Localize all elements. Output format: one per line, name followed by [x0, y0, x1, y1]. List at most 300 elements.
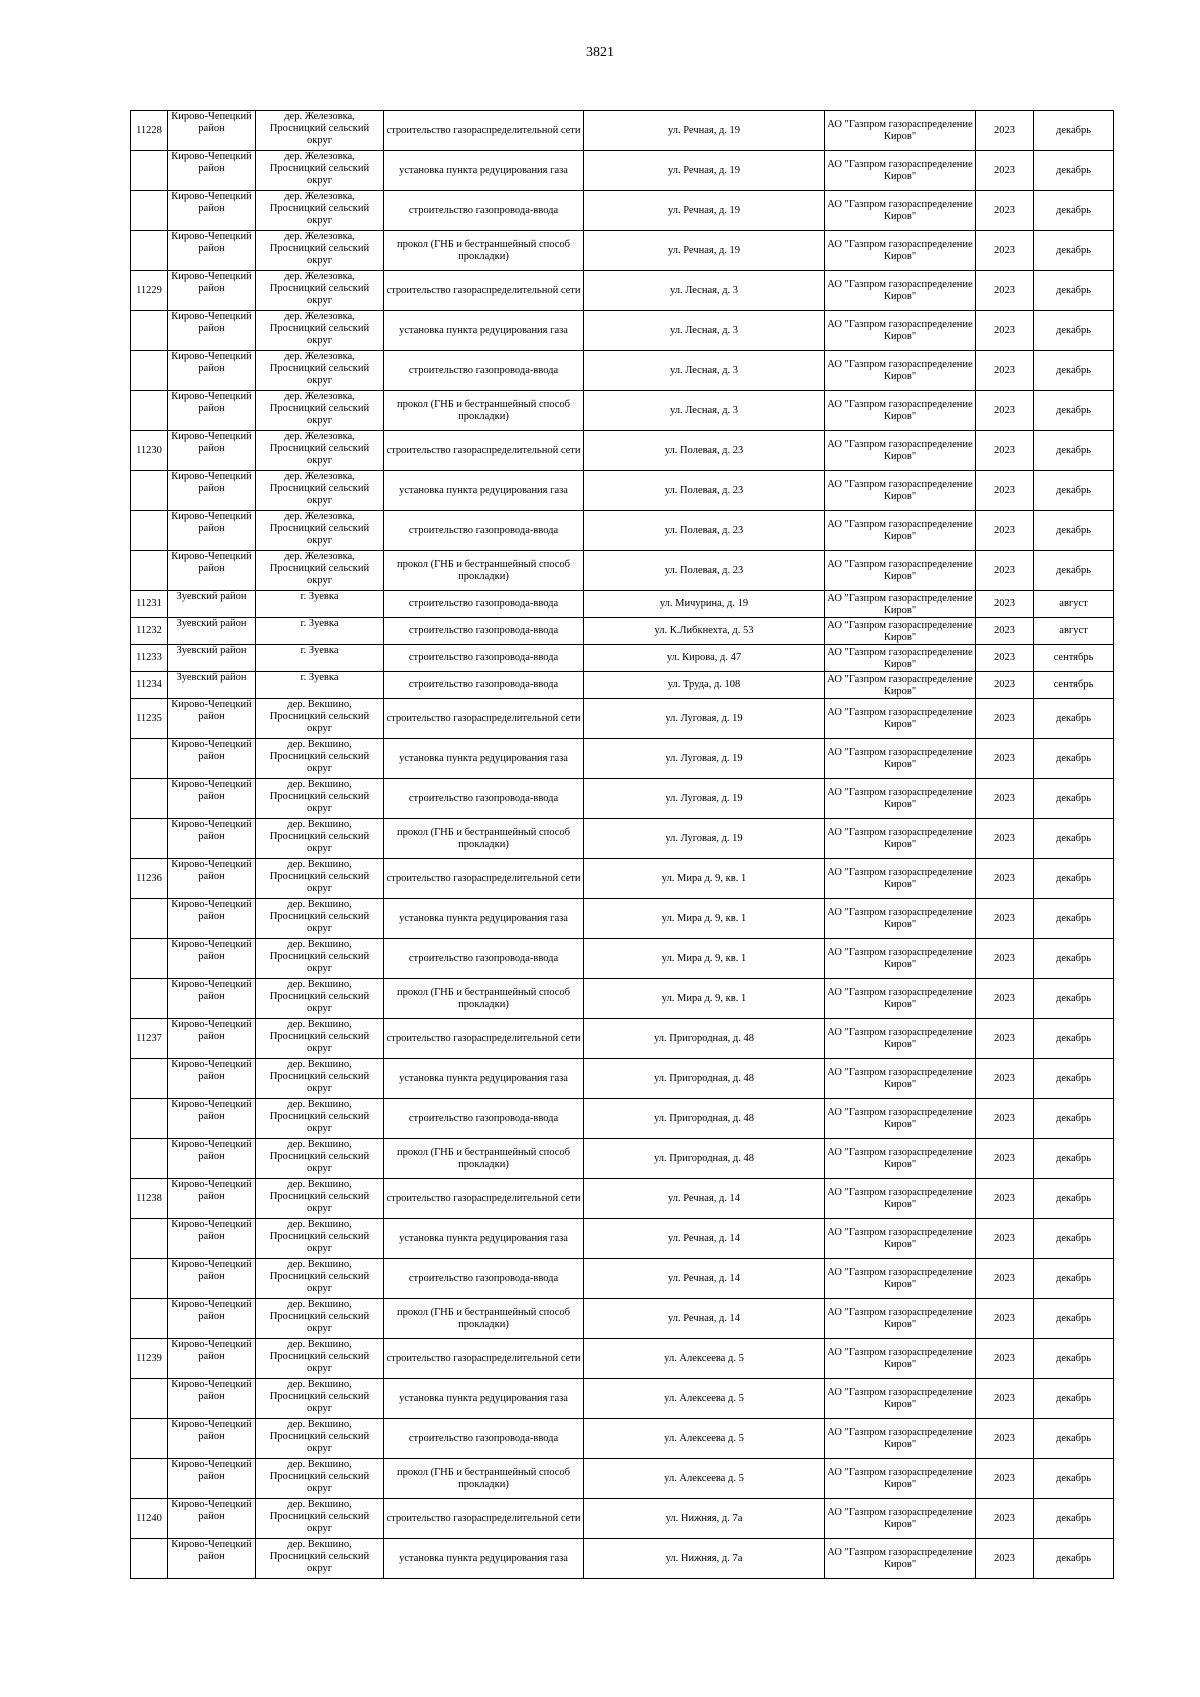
row-number	[131, 551, 168, 591]
row-number: 11233	[131, 645, 168, 672]
settlement-cell: г. Зуевка	[256, 672, 384, 699]
row-number: 11235	[131, 699, 168, 739]
registry-table-body	[131, 111, 1114, 1579]
work-type-cell: строительство газораспределительной сети	[384, 271, 584, 311]
work-type-cell: строительство газопровода-ввода	[384, 645, 584, 672]
address-cell: ул. Речная, д. 19	[584, 231, 825, 271]
year-cell: 2023	[976, 231, 1034, 271]
district-cell: Кирово-Чепецкий район	[168, 1459, 256, 1499]
row-number: 11230	[131, 431, 168, 471]
executor-cell: АО "Газпром газораспределение Киров"	[825, 859, 976, 899]
settlement-cell: дер. Железовка, Просницкий сельский округ	[256, 151, 384, 191]
district-cell: Кирово-Чепецкий район	[168, 859, 256, 899]
settlement-cell: дер. Векшино, Просницкий сельский округ	[256, 1499, 384, 1539]
executor-cell: АО "Газпром газораспределение Киров"	[825, 591, 976, 618]
year-cell: 2023	[976, 1019, 1034, 1059]
settlement-cell: дер. Железовка, Просницкий сельский округ	[256, 111, 384, 151]
executor-cell: АО "Газпром газораспределение Киров"	[825, 431, 976, 471]
address-cell: ул. Лесная, д. 3	[584, 391, 825, 431]
district-cell: Кирово-Чепецкий район	[168, 779, 256, 819]
work-type-cell: прокол (ГНБ и бестраншейный способ прокладки)	[384, 979, 584, 1019]
executor-cell: АО "Газпром газораспределение Киров"	[825, 1259, 976, 1299]
year-cell: 2023	[976, 939, 1034, 979]
settlement-cell: дер. Векшино, Просницкий сельский округ	[256, 859, 384, 899]
address-cell: ул. Речная, д. 14	[584, 1299, 825, 1339]
district-cell: Кирово-Чепецкий район	[168, 111, 256, 151]
month-cell: декабрь	[1034, 1379, 1114, 1419]
district-cell: Кирово-Чепецкий район	[168, 431, 256, 471]
address-cell: ул. Мира д. 9, кв. 1	[584, 859, 825, 899]
table-row	[131, 672, 1114, 699]
executor-cell: АО "Газпром газораспределение Киров"	[825, 1059, 976, 1099]
address-cell: ул. Лесная, д. 3	[584, 311, 825, 351]
work-type-cell: строительство газопровода-ввода	[384, 939, 584, 979]
settlement-cell: дер. Векшино, Просницкий сельский округ	[256, 1339, 384, 1379]
table-row	[131, 391, 1114, 431]
year-cell: 2023	[976, 151, 1034, 191]
row-number	[131, 1099, 168, 1139]
year-cell: 2023	[976, 271, 1034, 311]
row-number	[131, 739, 168, 779]
month-cell: декабрь	[1034, 1299, 1114, 1339]
table-row	[131, 231, 1114, 271]
month-cell: декабрь	[1034, 351, 1114, 391]
executor-cell: АО "Газпром газораспределение Киров"	[825, 1459, 976, 1499]
executor-cell: АО "Газпром газораспределение Киров"	[825, 1379, 976, 1419]
work-type-cell: прокол (ГНБ и бестраншейный способ прокладки)	[384, 1139, 584, 1179]
month-cell: декабрь	[1034, 431, 1114, 471]
row-number	[131, 311, 168, 351]
year-cell: 2023	[976, 591, 1034, 618]
address-cell: ул. Полевая, д. 23	[584, 551, 825, 591]
district-cell: Зуевский район	[168, 591, 256, 618]
address-cell: ул. Алексеева д. 5	[584, 1419, 825, 1459]
settlement-cell: дер. Железовка, Просницкий сельский округ	[256, 431, 384, 471]
settlement-cell: дер. Векшино, Просницкий сельский округ	[256, 939, 384, 979]
row-number	[131, 1459, 168, 1499]
district-cell: Кирово-Чепецкий район	[168, 1539, 256, 1579]
settlement-cell: дер. Векшино, Просницкий сельский округ	[256, 1459, 384, 1499]
year-cell: 2023	[976, 471, 1034, 511]
month-cell: декабрь	[1034, 1339, 1114, 1379]
year-cell: 2023	[976, 1419, 1034, 1459]
month-cell: декабрь	[1034, 551, 1114, 591]
month-cell: декабрь	[1034, 1059, 1114, 1099]
row-number	[131, 151, 168, 191]
year-cell: 2023	[976, 1059, 1034, 1099]
work-type-cell: прокол (ГНБ и бестраншейный способ прокладки)	[384, 391, 584, 431]
district-cell: Кирово-Чепецкий район	[168, 819, 256, 859]
settlement-cell: дер. Векшино, Просницкий сельский округ	[256, 1539, 384, 1579]
month-cell: декабрь	[1034, 1459, 1114, 1499]
work-type-cell: установка пункта редуцирования газа	[384, 739, 584, 779]
executor-cell: АО "Газпром газораспределение Киров"	[825, 1219, 976, 1259]
settlement-cell: дер. Векшино, Просницкий сельский округ	[256, 1419, 384, 1459]
month-cell: декабрь	[1034, 391, 1114, 431]
district-cell: Кирово-Чепецкий район	[168, 311, 256, 351]
month-cell: декабрь	[1034, 111, 1114, 151]
row-number	[131, 511, 168, 551]
work-type-cell: строительство газопровода-ввода	[384, 1259, 584, 1299]
year-cell: 2023	[976, 899, 1034, 939]
address-cell: ул. Луговая, д. 19	[584, 819, 825, 859]
row-number: 11240	[131, 1499, 168, 1539]
settlement-cell: дер. Векшино, Просницкий сельский округ	[256, 1379, 384, 1419]
row-number	[131, 1259, 168, 1299]
table-row	[131, 1259, 1114, 1299]
month-cell: декабрь	[1034, 191, 1114, 231]
year-cell: 2023	[976, 645, 1034, 672]
work-type-cell: строительство газораспределительной сети	[384, 1019, 584, 1059]
work-type-cell: строительство газораспределительной сети	[384, 699, 584, 739]
table-row	[131, 311, 1114, 351]
settlement-cell: дер. Векшино, Просницкий сельский округ	[256, 779, 384, 819]
address-cell: ул. Пригородная, д. 48	[584, 1139, 825, 1179]
executor-cell: АО "Газпром газораспределение Киров"	[825, 819, 976, 859]
year-cell: 2023	[976, 351, 1034, 391]
row-number	[131, 979, 168, 1019]
page-number: 3821	[586, 45, 614, 60]
table-row	[131, 591, 1114, 618]
work-type-cell: строительство газопровода-ввода	[384, 511, 584, 551]
executor-cell: АО "Газпром газораспределение Киров"	[825, 311, 976, 351]
executor-cell: АО "Газпром газораспределение Киров"	[825, 645, 976, 672]
executor-cell: АО "Газпром газораспределение Киров"	[825, 471, 976, 511]
address-cell: ул. Труда, д. 108	[584, 672, 825, 699]
executor-cell: АО "Газпром газораспределение Киров"	[825, 111, 976, 151]
settlement-cell: дер. Векшино, Просницкий сельский округ	[256, 899, 384, 939]
district-cell: Кирово-Чепецкий район	[168, 351, 256, 391]
table-row	[131, 1059, 1114, 1099]
month-cell: декабрь	[1034, 511, 1114, 551]
executor-cell: АО "Газпром газораспределение Киров"	[825, 151, 976, 191]
row-number	[131, 1139, 168, 1179]
district-cell: Кирово-Чепецкий район	[168, 739, 256, 779]
year-cell: 2023	[976, 1499, 1034, 1539]
year-cell: 2023	[976, 1339, 1034, 1379]
executor-cell: АО "Газпром газораспределение Киров"	[825, 271, 976, 311]
district-cell: Кирово-Чепецкий район	[168, 471, 256, 511]
row-number: 11237	[131, 1019, 168, 1059]
work-type-cell: прокол (ГНБ и бестраншейный способ прокладки)	[384, 231, 584, 271]
row-number	[131, 899, 168, 939]
address-cell: ул. Речная, д. 19	[584, 111, 825, 151]
address-cell: ул. Алексеева д. 5	[584, 1379, 825, 1419]
year-cell: 2023	[976, 391, 1034, 431]
table-row	[131, 471, 1114, 511]
table-row	[131, 1299, 1114, 1339]
month-cell: декабрь	[1034, 231, 1114, 271]
address-cell: ул. Пригородная, д. 48	[584, 1099, 825, 1139]
work-type-cell: строительство газораспределительной сети	[384, 859, 584, 899]
work-type-cell: установка пункта редуцирования газа	[384, 1379, 584, 1419]
address-cell: ул. Полевая, д. 23	[584, 511, 825, 551]
year-cell: 2023	[976, 1259, 1034, 1299]
work-type-cell: прокол (ГНБ и бестраншейный способ прокладки)	[384, 1299, 584, 1339]
work-type-cell: строительство газораспределительной сети	[384, 431, 584, 471]
row-number: 11228	[131, 111, 168, 151]
year-cell: 2023	[976, 1139, 1034, 1179]
year-cell: 2023	[976, 1379, 1034, 1419]
district-cell: Кирово-Чепецкий район	[168, 391, 256, 431]
settlement-cell: дер. Векшино, Просницкий сельский округ	[256, 1219, 384, 1259]
year-cell: 2023	[976, 1219, 1034, 1259]
year-cell: 2023	[976, 1539, 1034, 1579]
district-cell: Зуевский район	[168, 618, 256, 645]
year-cell: 2023	[976, 431, 1034, 471]
month-cell: декабрь	[1034, 739, 1114, 779]
work-type-cell: строительство газораспределительной сети	[384, 111, 584, 151]
year-cell: 2023	[976, 1099, 1034, 1139]
row-number	[131, 1419, 168, 1459]
executor-cell: АО "Газпром газораспределение Киров"	[825, 618, 976, 645]
month-cell: август	[1034, 618, 1114, 645]
address-cell: ул. Речная, д. 19	[584, 151, 825, 191]
settlement-cell: г. Зуевка	[256, 645, 384, 672]
executor-cell: АО "Газпром газораспределение Киров"	[825, 1419, 976, 1459]
address-cell: ул. Полевая, д. 23	[584, 471, 825, 511]
settlement-cell: дер. Железовка, Просницкий сельский округ	[256, 311, 384, 351]
district-cell: Кирово-Чепецкий район	[168, 939, 256, 979]
work-type-cell: строительство газораспределительной сети	[384, 1499, 584, 1539]
executor-cell: АО "Газпром газораспределение Киров"	[825, 551, 976, 591]
table-row	[131, 1499, 1114, 1539]
table-row	[131, 1339, 1114, 1379]
row-number	[131, 471, 168, 511]
work-type-cell: установка пункта редуцирования газа	[384, 1539, 584, 1579]
row-number	[131, 191, 168, 231]
address-cell: ул. Мира д. 9, кв. 1	[584, 979, 825, 1019]
work-type-cell: строительство газораспределительной сети	[384, 1339, 584, 1379]
address-cell: ул. Мира д. 9, кв. 1	[584, 939, 825, 979]
row-number: 11231	[131, 591, 168, 618]
settlement-cell: дер. Железовка, Просницкий сельский округ	[256, 511, 384, 551]
address-cell: ул. К.Либкнехта, д. 53	[584, 618, 825, 645]
address-cell: ул. Пригородная, д. 48	[584, 1019, 825, 1059]
table-row	[131, 1139, 1114, 1179]
work-type-cell: прокол (ГНБ и бестраншейный способ прокладки)	[384, 819, 584, 859]
year-cell: 2023	[976, 699, 1034, 739]
district-cell: Кирово-Чепецкий район	[168, 1499, 256, 1539]
table-row	[131, 111, 1114, 151]
table-row	[131, 351, 1114, 391]
table-row	[131, 511, 1114, 551]
district-cell: Кирово-Чепецкий район	[168, 1339, 256, 1379]
table-row	[131, 859, 1114, 899]
row-number: 11234	[131, 672, 168, 699]
work-type-cell: строительство газопровода-ввода	[384, 1099, 584, 1139]
executor-cell: АО "Газпром газораспределение Киров"	[825, 1139, 976, 1179]
district-cell: Кирово-Чепецкий район	[168, 1299, 256, 1339]
district-cell: Кирово-Чепецкий район	[168, 1419, 256, 1459]
year-cell: 2023	[976, 111, 1034, 151]
executor-cell: АО "Газпром газораспределение Киров"	[825, 1299, 976, 1339]
row-number	[131, 1379, 168, 1419]
settlement-cell: дер. Векшино, Просницкий сельский округ	[256, 699, 384, 739]
district-cell: Кирово-Чепецкий район	[168, 271, 256, 311]
month-cell: декабрь	[1034, 1419, 1114, 1459]
year-cell: 2023	[976, 1459, 1034, 1499]
settlement-cell: дер. Железовка, Просницкий сельский округ	[256, 391, 384, 431]
month-cell: декабрь	[1034, 1259, 1114, 1299]
work-type-cell: установка пункта редуцирования газа	[384, 1059, 584, 1099]
executor-cell: АО "Газпром газораспределение Киров"	[825, 1099, 976, 1139]
settlement-cell: дер. Векшино, Просницкий сельский округ	[256, 1059, 384, 1099]
address-cell: ул. Луговая, д. 19	[584, 779, 825, 819]
row-number: 11239	[131, 1339, 168, 1379]
district-cell: Кирово-Чепецкий район	[168, 899, 256, 939]
month-cell: декабрь	[1034, 1499, 1114, 1539]
month-cell: декабрь	[1034, 819, 1114, 859]
table-row	[131, 779, 1114, 819]
district-cell: Кирово-Чепецкий район	[168, 1099, 256, 1139]
year-cell: 2023	[976, 511, 1034, 551]
work-type-cell: прокол (ГНБ и бестраншейный способ прокладки)	[384, 1459, 584, 1499]
year-cell: 2023	[976, 551, 1034, 591]
settlement-cell: г. Зуевка	[256, 618, 384, 645]
table-row	[131, 271, 1114, 311]
table-row	[131, 1459, 1114, 1499]
month-cell: декабрь	[1034, 979, 1114, 1019]
district-cell: Кирово-Чепецкий район	[168, 551, 256, 591]
address-cell: ул. Нижняя, д. 7а	[584, 1539, 825, 1579]
work-type-cell: строительство газопровода-ввода	[384, 1419, 584, 1459]
district-cell: Кирово-Чепецкий район	[168, 699, 256, 739]
address-cell: ул. Луговая, д. 19	[584, 739, 825, 779]
address-cell: ул. Речная, д. 19	[584, 191, 825, 231]
year-cell: 2023	[976, 1299, 1034, 1339]
address-cell: ул. Луговая, д. 19	[584, 699, 825, 739]
executor-cell: АО "Газпром газораспределение Киров"	[825, 939, 976, 979]
settlement-cell: дер. Железовка, Просницкий сельский округ	[256, 271, 384, 311]
work-type-cell: установка пункта редуцирования газа	[384, 471, 584, 511]
table-row	[131, 618, 1114, 645]
table-row	[131, 1019, 1114, 1059]
table-row	[131, 699, 1114, 739]
table-row	[131, 1179, 1114, 1219]
address-cell: ул. Полевая, д. 23	[584, 431, 825, 471]
district-cell: Кирово-Чепецкий район	[168, 1179, 256, 1219]
work-type-cell: строительство газопровода-ввода	[384, 618, 584, 645]
settlement-cell: дер. Векшино, Просницкий сельский округ	[256, 1139, 384, 1179]
address-cell: ул. Алексеева д. 5	[584, 1459, 825, 1499]
address-cell: ул. Лесная, д. 3	[584, 271, 825, 311]
row-number	[131, 779, 168, 819]
executor-cell: АО "Газпром газораспределение Киров"	[825, 739, 976, 779]
work-type-cell: строительство газопровода-ввода	[384, 779, 584, 819]
table-row	[131, 979, 1114, 1019]
address-cell: ул. Нижняя, д. 7а	[584, 1499, 825, 1539]
table-row	[131, 1419, 1114, 1459]
address-cell: ул. Лесная, д. 3	[584, 351, 825, 391]
address-cell: ул. Кирова, д. 47	[584, 645, 825, 672]
address-cell: ул. Пригородная, д. 48	[584, 1059, 825, 1099]
table-row	[131, 739, 1114, 779]
month-cell: декабрь	[1034, 899, 1114, 939]
work-type-cell: строительство газопровода-ввода	[384, 191, 584, 231]
district-cell: Кирово-Чепецкий район	[168, 511, 256, 551]
district-cell: Зуевский район	[168, 672, 256, 699]
month-cell: декабрь	[1034, 1019, 1114, 1059]
address-cell: ул. Мичурина, д. 19	[584, 591, 825, 618]
table-row	[131, 191, 1114, 231]
address-cell: ул. Алексеева д. 5	[584, 1339, 825, 1379]
district-cell: Кирово-Чепецкий район	[168, 1139, 256, 1179]
executor-cell: АО "Газпром газораспределение Киров"	[825, 1019, 976, 1059]
month-cell: декабрь	[1034, 1179, 1114, 1219]
month-cell: декабрь	[1034, 471, 1114, 511]
work-type-cell: строительство газопровода-ввода	[384, 591, 584, 618]
month-cell: декабрь	[1034, 271, 1114, 311]
district-cell: Кирово-Чепецкий район	[168, 191, 256, 231]
settlement-cell: дер. Железовка, Просницкий сельский округ	[256, 551, 384, 591]
work-type-cell: строительство газопровода-ввода	[384, 351, 584, 391]
executor-cell: АО "Газпром газораспределение Киров"	[825, 1539, 976, 1579]
district-cell: Кирово-Чепецкий район	[168, 1059, 256, 1099]
table-row	[131, 899, 1114, 939]
row-number: 11238	[131, 1179, 168, 1219]
address-cell: ул. Речная, д. 14	[584, 1179, 825, 1219]
address-cell: ул. Речная, д. 14	[584, 1259, 825, 1299]
row-number: 11236	[131, 859, 168, 899]
table-row	[131, 1099, 1114, 1139]
settlement-cell: дер. Железовка, Просницкий сельский округ	[256, 231, 384, 271]
settlement-cell: дер. Железовка, Просницкий сельский округ	[256, 351, 384, 391]
month-cell: декабрь	[1034, 1099, 1114, 1139]
executor-cell: АО "Газпром газораспределение Киров"	[825, 672, 976, 699]
executor-cell: АО "Газпром газораспределение Киров"	[825, 1339, 976, 1379]
registry-table	[130, 110, 1114, 1579]
month-cell: сентябрь	[1034, 672, 1114, 699]
month-cell: декабрь	[1034, 1539, 1114, 1579]
executor-cell: АО "Газпром газораспределение Киров"	[825, 1179, 976, 1219]
row-number	[131, 939, 168, 979]
year-cell: 2023	[976, 672, 1034, 699]
row-number	[131, 351, 168, 391]
executor-cell: АО "Газпром газораспределение Киров"	[825, 191, 976, 231]
row-number: 11229	[131, 271, 168, 311]
year-cell: 2023	[976, 979, 1034, 1019]
month-cell: сентябрь	[1034, 645, 1114, 672]
work-type-cell: установка пункта редуцирования газа	[384, 151, 584, 191]
month-cell: декабрь	[1034, 1219, 1114, 1259]
row-number	[131, 391, 168, 431]
settlement-cell: дер. Векшино, Просницкий сельский округ	[256, 1179, 384, 1219]
executor-cell: АО "Газпром газораспределение Киров"	[825, 351, 976, 391]
row-number	[131, 1219, 168, 1259]
month-cell: декабрь	[1034, 699, 1114, 739]
work-type-cell: строительство газораспределительной сети	[384, 1179, 584, 1219]
table-row	[131, 551, 1114, 591]
work-type-cell: установка пункта редуцирования газа	[384, 899, 584, 939]
work-type-cell: строительство газопровода-ввода	[384, 672, 584, 699]
table-row	[131, 1379, 1114, 1419]
table-row	[131, 1539, 1114, 1579]
month-cell: декабрь	[1034, 311, 1114, 351]
executor-cell: АО "Газпром газораспределение Киров"	[825, 511, 976, 551]
settlement-cell: дер. Векшино, Просницкий сельский округ	[256, 819, 384, 859]
executor-cell: АО "Газпром газораспределение Киров"	[825, 699, 976, 739]
executor-cell: АО "Газпром газораспределение Киров"	[825, 979, 976, 1019]
address-cell: ул. Мира д. 9, кв. 1	[584, 899, 825, 939]
table-row	[131, 645, 1114, 672]
year-cell: 2023	[976, 859, 1034, 899]
month-cell: декабрь	[1034, 1139, 1114, 1179]
year-cell: 2023	[976, 618, 1034, 645]
month-cell: декабрь	[1034, 939, 1114, 979]
table-row	[131, 939, 1114, 979]
district-cell: Кирово-Чепецкий район	[168, 1219, 256, 1259]
